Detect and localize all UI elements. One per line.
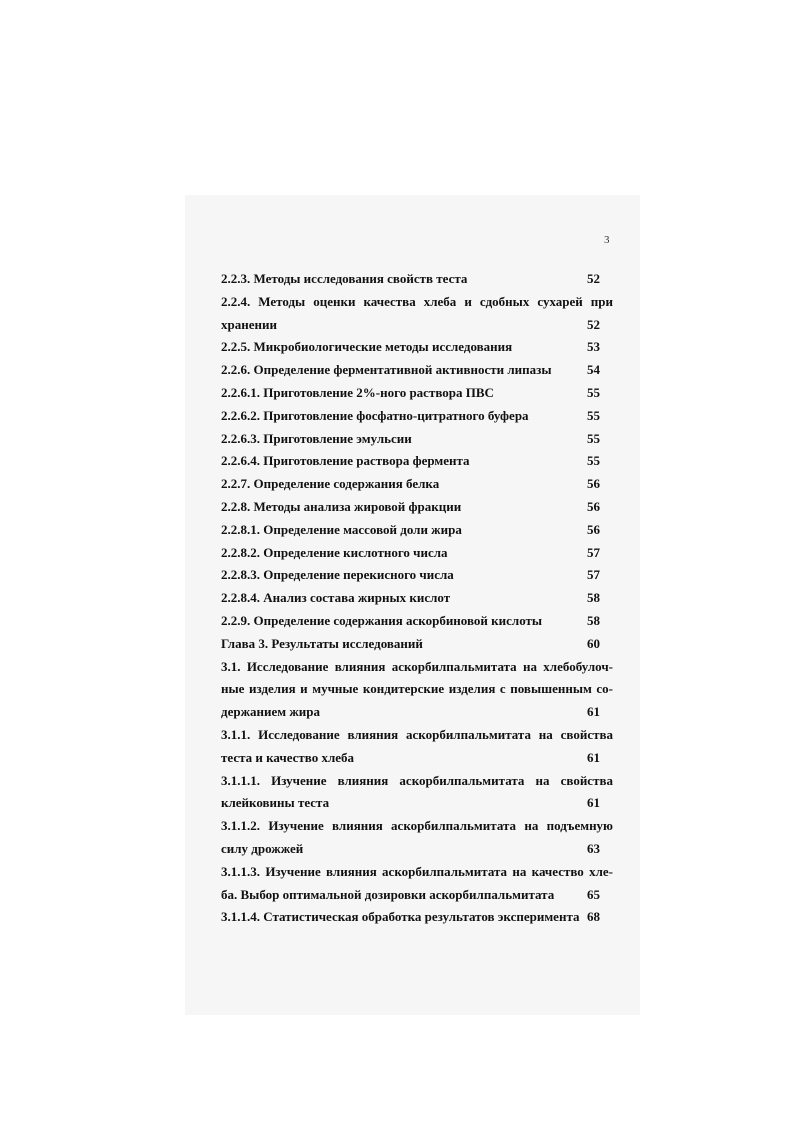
toc-entry-line: теста и качество хлеба [221,749,355,765]
toc-entry-title: 2.2.5. Микробиологические методы исследования [221,339,513,355]
toc-entry-title: 2.2.8. Методы анализа жировой фракции [221,498,462,514]
page-number: 3 [604,234,610,246]
toc-entry-title: 2.2.6. Определение ферментативной активности липазы [221,362,552,378]
toc-entry-page: 61 [587,795,600,811]
toc-entry[interactable] [221,564,613,587]
toc-entry[interactable] [221,405,613,428]
toc-entry[interactable] [221,542,613,565]
toc-entry-page: 65 [587,886,600,902]
toc-entry-page: 52 [587,316,600,332]
toc-entry-page: 56 [587,476,600,492]
toc-entry-title: 2.2.6.4. Приготовление раствора фермента [221,453,470,469]
toc-entry-line: 3.1.1.3. Изучение влияния аскорбилпальмитата на качество хле- [221,863,613,879]
toc-entry-page: 63 [587,840,600,856]
toc-entry-page: 55 [587,407,600,423]
toc-entry-title: 2.2.6.1. Приготовление 2%-ного раствора ПВС [221,384,494,400]
toc-entry-page: 55 [587,453,600,469]
toc-entry[interactable] [221,268,613,291]
toc-entry[interactable] [221,291,613,337]
toc-entry[interactable] [221,656,613,724]
toc-entry[interactable] [221,336,613,359]
toc-entry-page: 56 [587,498,600,514]
toc-entry-page: 57 [587,567,600,583]
toc-entry-title: 2.2.8.3. Определение перекисного числа [221,567,454,583]
toc-entry-title: 2.2.8.1. Определение массовой доли жира [221,521,462,537]
toc-entry[interactable] [221,450,613,473]
toc-entry-page: 55 [587,430,600,446]
toc-entry-page: 54 [587,362,600,378]
toc-entry-page: 53 [587,339,600,355]
toc-entry-page: 61 [587,749,600,765]
toc-entry-title: 2.2.6.2. Приготовление фосфатно-цитратного буфера [221,407,529,423]
toc-entry[interactable] [221,610,613,633]
toc-entry-page: 56 [587,521,600,537]
toc-entry-title: 2.2.3. Методы исследования свойств теста [221,271,468,286]
toc-entry-line: силу дрожжей [221,840,304,856]
toc-entry[interactable] [221,496,613,519]
toc-entry[interactable] [221,633,613,656]
toc-entry[interactable] [221,587,613,610]
toc-entry-page: 61 [587,704,600,720]
toc-entry-page: 52 [587,271,600,286]
table-of-contents [221,268,613,929]
toc-entry[interactable] [221,382,613,405]
toc-entry[interactable] [221,906,613,929]
toc-entry-title: 2.2.8.2. Определение кислотного числа [221,544,448,560]
toc-entry[interactable] [221,861,613,907]
toc-entry-line: 3.1. Исследование влияния аскорбилпальмитата на хлебобулоч- [221,658,613,674]
toc-entry[interactable] [221,770,613,816]
toc-entry[interactable] [221,359,613,382]
toc-entry-line: 3.1.1.1. Изучение влияния аскорбилпальмитата на свойства [221,772,613,788]
toc-entry[interactable] [221,473,613,496]
toc-entry[interactable] [221,428,613,451]
toc-entry-title: 2.2.6.3. Приготовление эмульсии [221,430,412,446]
toc-entry-page: 68 [587,909,600,925]
toc-entry-title: Глава 3. Результаты исследований [221,635,423,651]
toc-entry-page: 58 [587,590,600,606]
toc-entry-line: ные изделия и мучные кондитерские изделия с повышенным со- [221,681,613,697]
toc-entry-title: 2.2.8.4. Анализ состава жирных кислот [221,590,451,606]
toc-entry-title: 3.1.1.4. Статистическая обработка результатов эксперимента [221,909,580,925]
toc-entry-page: 58 [587,612,600,628]
toc-entry-page: 60 [587,635,600,651]
toc-entry[interactable] [221,724,613,770]
toc-entry-page: 55 [587,384,600,400]
toc-entry-line: ба. Выбор оптимальной дозировки аскорбилпальмитата [221,886,555,902]
toc-entry-title: 2.2.9. Определение содержания аскорбиновой кислоты [221,612,543,628]
toc-entry-line: 3.1.1. Исследование влияния аскорбилпальмитата на свойства [221,726,613,742]
toc-entry-line: клейковины теста [221,795,330,811]
toc-entry-line: хранении [221,316,277,332]
toc-entry-title: 2.2.7. Определение содержания белка [221,476,440,492]
toc-entry[interactable] [221,519,613,542]
toc-entry-page: 57 [587,544,600,560]
toc-entry-line: держанием жира [221,704,321,720]
toc-entry[interactable] [221,815,613,861]
toc-entry-line: 2.2.4. Методы оценки качества хлеба и сдобных сухарей при [221,293,613,309]
toc-entry-line: 3.1.1.2. Изучение влияния аскорбилпальмитата на подъемную [221,818,613,834]
